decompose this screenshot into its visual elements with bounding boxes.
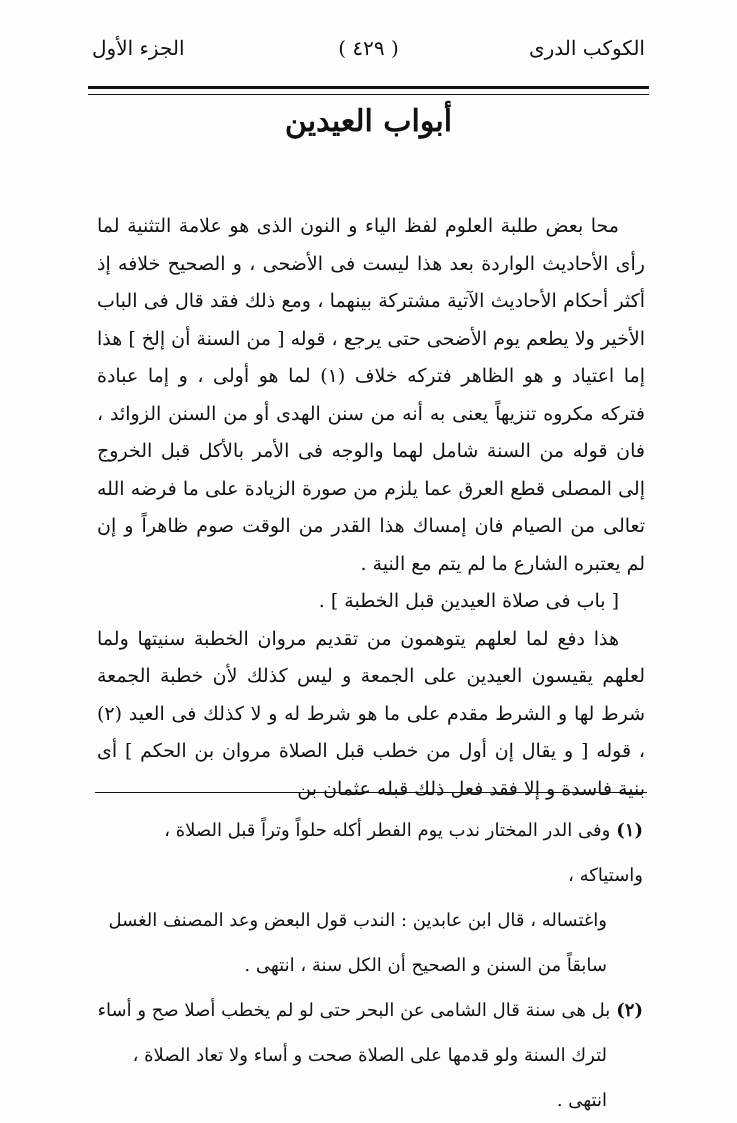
footnote-line: واغتساله ، قال ابن عابدين : الندب قول البعض وعد المصنف الغسل: [108, 910, 607, 931]
footnote-number: (٢): [616, 1000, 643, 1021]
footnote-text: بل هى سنة قال الشامى عن البحر حتى لو لم يخطب أصلا صح و أساء: [97, 1000, 611, 1021]
volume-label: الجزء الأول: [92, 36, 185, 60]
header-rule-thick: [88, 86, 649, 89]
footnote-separator: [95, 792, 647, 793]
footnote-line: لترك السنة ولو قدمها على الصلاة صحت و أساء ولا تعاد الصلاة ، انتهى .: [132, 1045, 607, 1111]
footnote-line: سابقاً من السنن و الصحيح أن الكل سنة ، انتهى .: [244, 955, 607, 976]
chapter-title: أبواب العيدين: [284, 104, 453, 139]
page-number: ( ٤٢٩ ): [338, 36, 399, 60]
paragraph: هذا دفع لما لعلهم يتوهمون من تقديم مروان الخطبة سنيتها ولما لعلهم يقيسون العيدين على الجمعة و ليس كذلك لأن خطبة الجمعة شرط لها و الشرط مقدم على ما هو شرط له و لا كذلك فى العيد (٢) ، قوله [ و يقال إن أول من خطب قبل الصلاة مروان بن الحكم ] أى بنية فاسدة و إلا فقد فعل ذلك قبله عثمان بن: [97, 627, 645, 800]
section-heading: [ باب فى صلاة العيدين قبل الخطبة ] .: [318, 590, 619, 612]
footnote-number: (١): [616, 820, 643, 841]
header-rule-thin: [88, 94, 649, 95]
paragraph: محا بعض طلبة العلوم لفظ الياء و النون الذى هو علامة التثنية لما رأى الأحاديث الواردة بعد هذا ليست فى الأضحى ، و الصحيح خلافه إذ أكثر أحكام الأحاديث الآتية مشتركة بينهما ، ومع ذلك فقد قال فى الباب الأخير ولا يطعم يوم الأضحى حتى يرجع ، قوله [ من السنة أن إلخ ] هذا إما اعتياد و هو الظاهر فتركه خلاف (١) لما هو أولى ، و إما عبادة فتركه مكروه تنزيهاً يعنى به أنه من سنن الهدى أو من السنن الزوائد ، فان قوله من السنة شامل لهما والوجه فى الأمر بالأكل قبل الخروج إلى المصلى قطع العرق عما يلزم من صورة الزيادة على ما فرضه الله تعالى من الصيام فان إمساك هذا القدر من الوقت صوم ظاهراً و إن لم يعتبره الشارع ما لم يتم مع النية .: [97, 215, 645, 575]
page-header: [92, 30, 645, 70]
main-text: [97, 208, 645, 808]
footnotes: [97, 808, 643, 1123]
footnote-line: [97, 988, 643, 1033]
footnote-line: [97, 808, 643, 898]
book-title: الكوكب الدرى: [528, 36, 645, 60]
footnote-text: وفى الدر المختار ندب يوم الفطر أكله حلواً وتراً قبل الصلاة ، واستياكه ،: [164, 820, 643, 886]
